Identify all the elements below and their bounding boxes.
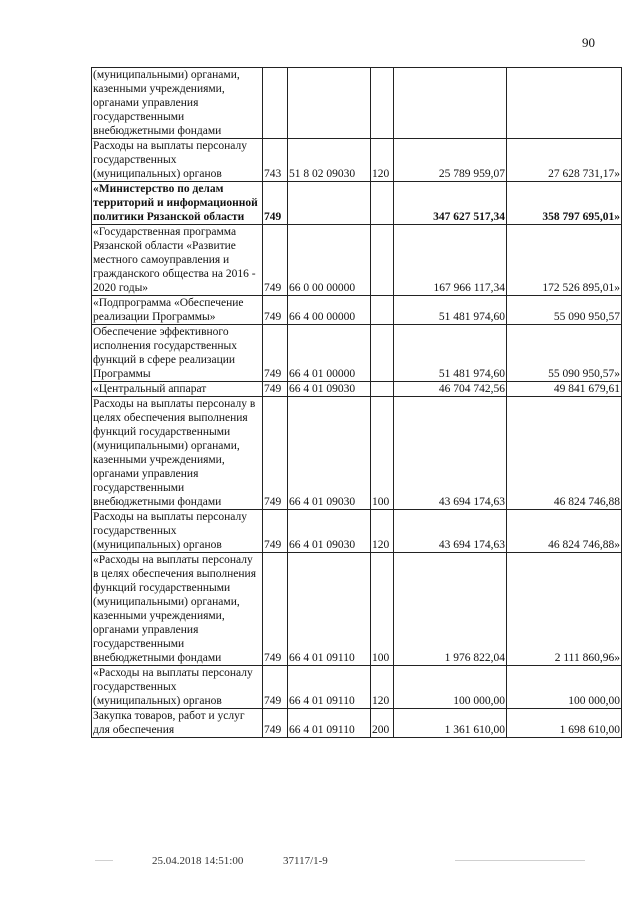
row-type-cell [371, 296, 394, 325]
row-value-2018-cell: 51 481 974,60 [394, 296, 507, 325]
row-type-cell: 120 [371, 510, 394, 553]
row-type-cell [371, 382, 394, 397]
row-name-cell: Расходы на выплаты персоналу государственных (муниципальных) органов [92, 510, 263, 553]
row-value-2018-cell: 46 704 742,56 [394, 382, 507, 397]
row-type-cell: 120 [371, 139, 394, 182]
row-value-2018-cell: 347 627 517,34 [394, 182, 507, 225]
row-name-cell: Закупка товаров, работ и услуг для обеспечения [92, 709, 263, 738]
row-type-cell [371, 225, 394, 296]
row-code-cell: 749 [263, 225, 288, 296]
row-type-cell: 120 [371, 666, 394, 709]
row-code-cell: 749 [263, 182, 288, 225]
row-value-2019-cell: 49 841 679,61 [507, 382, 622, 397]
budget-table [91, 67, 622, 738]
row-classification-cell: 66 4 01 09110 [288, 709, 371, 738]
row-code-cell: 749 [263, 709, 288, 738]
row-name-cell: Расходы на выплаты персоналу государственных (муниципальных) органов [92, 139, 263, 182]
row-classification-cell: 66 4 01 00000 [288, 325, 371, 382]
table-row [92, 296, 622, 325]
row-classification-cell: 66 4 00 00000 [288, 296, 371, 325]
row-value-2018-cell: 100 000,00 [394, 666, 507, 709]
row-name-cell: Расходы на выплаты персоналу в целях обеспечения выполнения функций государственными (муниципальными) органами, казенными учреждениями, органами управления государственными внебюджетными фондами [92, 397, 263, 510]
row-name-cell: (муниципальными) органами, казенными учреждениями, органами управления государственными внебюджетными фондами [92, 68, 263, 139]
row-value-2019-cell: 172 526 895,01» [507, 225, 622, 296]
row-classification-cell: 66 4 01 09110 [288, 553, 371, 666]
table-row [92, 68, 622, 139]
row-code-cell: 749 [263, 510, 288, 553]
row-code-cell: 749 [263, 397, 288, 510]
table-row [92, 225, 622, 296]
footer-doc-code: 37117/1-9 [283, 855, 328, 867]
row-classification-cell: 66 4 01 09110 [288, 666, 371, 709]
page-number: 90 [582, 35, 595, 50]
row-classification-cell: 66 4 01 09030 [288, 382, 371, 397]
row-value-2019-cell: 46 824 746,88 [507, 397, 622, 510]
row-classification-cell: 51 8 02 09030 [288, 139, 371, 182]
row-code-cell: 749 [263, 553, 288, 666]
row-code-cell [263, 68, 288, 139]
table-row [92, 553, 622, 666]
row-classification-cell: 66 4 01 09030 [288, 510, 371, 553]
row-type-cell [371, 182, 394, 225]
row-name-cell: «Расходы на выплаты персоналу в целях обеспечения выполнения функций государственными (муниципальными) органами, казенными учреждениями, органами управления государственными внебюджетными фондами [92, 553, 263, 666]
row-code-cell: 749 [263, 325, 288, 382]
row-name-cell: «Центральный аппарат [92, 382, 263, 397]
row-type-cell [371, 325, 394, 382]
row-classification-cell [288, 182, 371, 225]
row-value-2018-cell: 1 361 610,00 [394, 709, 507, 738]
footer-right-smudge [455, 860, 585, 861]
budget-table-body [92, 68, 622, 738]
table-row [92, 510, 622, 553]
footer-datetime: 25.04.2018 14:51:00 [152, 855, 244, 867]
footer-left-smudge [95, 860, 113, 861]
row-name-cell: «Расходы на выплаты персоналу государственных (муниципальных) органов [92, 666, 263, 709]
row-code-cell: 743 [263, 139, 288, 182]
table-row [92, 139, 622, 182]
row-value-2019-cell: 46 824 746,88» [507, 510, 622, 553]
row-type-cell: 200 [371, 709, 394, 738]
row-value-2018-cell: 25 789 959,07 [394, 139, 507, 182]
row-value-2018-cell: 1 976 822,04 [394, 553, 507, 666]
table-row [92, 666, 622, 709]
row-classification-cell: 66 0 00 00000 [288, 225, 371, 296]
table-row [92, 709, 622, 738]
row-value-2019-cell: 100 000,00 [507, 666, 622, 709]
row-name-cell: «Государственная программа Рязанской области «Развитие местного самоуправления и гражданского общества на 2016 - 2020 годы» [92, 225, 263, 296]
row-code-cell: 749 [263, 382, 288, 397]
row-name-cell: Обеспечение эффективного исполнения государственных функций в сфере реализации Программы [92, 325, 263, 382]
row-code-cell: 749 [263, 666, 288, 709]
row-value-2019-cell: 55 090 950,57» [507, 325, 622, 382]
row-value-2018-cell: 167 966 117,34 [394, 225, 507, 296]
row-value-2019-cell: 55 090 950,57 [507, 296, 622, 325]
row-value-2018-cell: 51 481 974,60 [394, 325, 507, 382]
row-name-cell: «Министерство по делам территорий и информационной политики Рязанской области [92, 182, 263, 225]
table-row [92, 397, 622, 510]
table-row [92, 325, 622, 382]
row-type-cell [371, 68, 394, 139]
row-code-cell: 749 [263, 296, 288, 325]
row-value-2018-cell [394, 68, 507, 139]
row-value-2019-cell: 358 797 695,01» [507, 182, 622, 225]
row-classification-cell [288, 68, 371, 139]
table-row [92, 182, 622, 225]
row-value-2019-cell: 1 698 610,00 [507, 709, 622, 738]
row-value-2019-cell: 27 628 731,17» [507, 139, 622, 182]
table-row [92, 382, 622, 397]
row-classification-cell: 66 4 01 09030 [288, 397, 371, 510]
row-type-cell: 100 [371, 553, 394, 666]
row-value-2018-cell: 43 694 174,63 [394, 510, 507, 553]
row-value-2019-cell: 2 111 860,96» [507, 553, 622, 666]
row-type-cell: 100 [371, 397, 394, 510]
row-name-cell: «Подпрограмма «Обеспечение реализации Программы» [92, 296, 263, 325]
row-value-2018-cell: 43 694 174,63 [394, 397, 507, 510]
row-value-2019-cell [507, 68, 622, 139]
